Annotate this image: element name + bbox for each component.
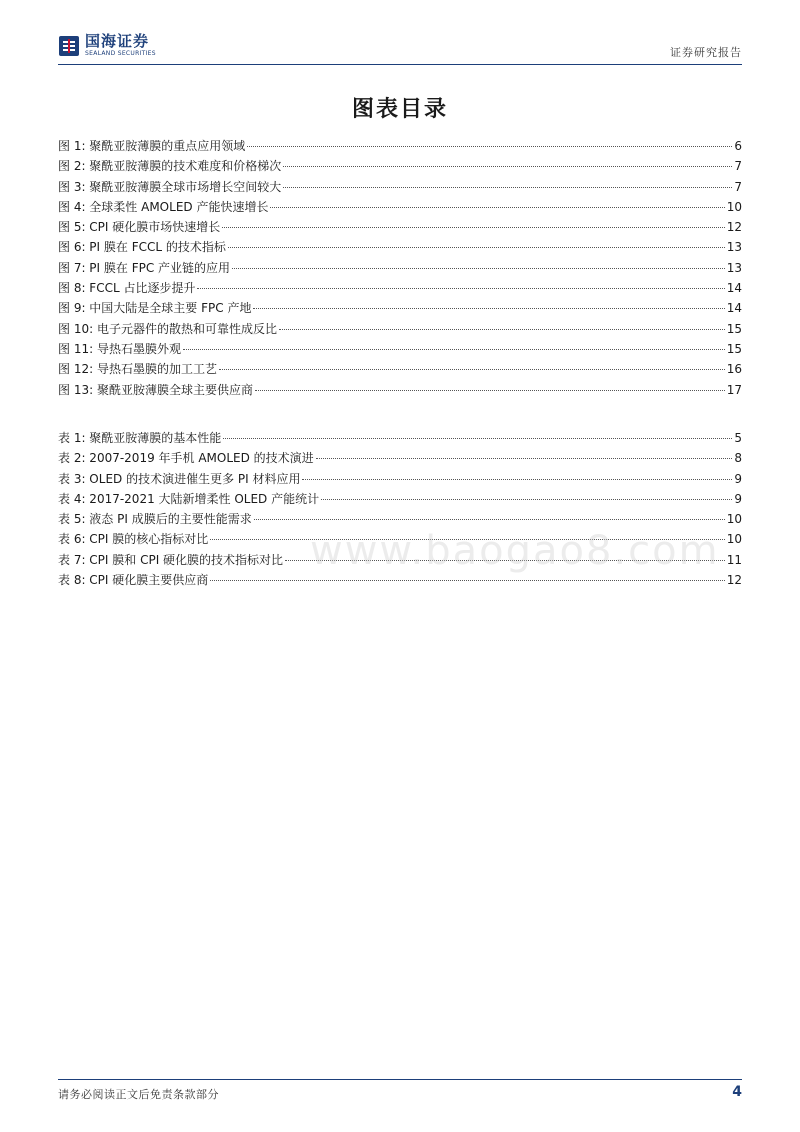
table-entry[interactable] bbox=[58, 428, 742, 448]
figure-entry[interactable] bbox=[58, 298, 742, 318]
toc-entry-page: 7 bbox=[734, 179, 742, 194]
figure-entry[interactable] bbox=[58, 237, 742, 257]
figure-entry[interactable] bbox=[58, 380, 742, 400]
company-logo bbox=[58, 34, 156, 57]
figure-entry[interactable] bbox=[58, 319, 742, 339]
figure-entry[interactable] bbox=[58, 136, 742, 156]
dot-leader bbox=[279, 329, 725, 330]
sealand-logo-icon bbox=[58, 35, 80, 57]
toc-entry-page: 10 bbox=[726, 532, 742, 547]
toc-entry-page: 10 bbox=[726, 512, 742, 527]
toc-entry-label: 表 2: 2007-2019 年手机 AMOLED 的技术演进 bbox=[58, 451, 314, 466]
toc-entry-page: 9 bbox=[734, 491, 742, 506]
dot-leader bbox=[283, 166, 732, 167]
toc-entry-page: 12 bbox=[726, 220, 742, 235]
toc-entry-label: 图 6: PI 膜在 FCCL 的技术指标 bbox=[58, 240, 226, 255]
dot-leader bbox=[219, 369, 725, 370]
toc-entry-page: 10 bbox=[726, 199, 742, 214]
table-entry[interactable] bbox=[58, 509, 742, 529]
toc-entry-page: 16 bbox=[726, 362, 742, 377]
dot-leader bbox=[254, 519, 725, 520]
dot-leader bbox=[253, 308, 724, 309]
figure-list bbox=[58, 136, 742, 400]
toc-entry-page: 17 bbox=[726, 382, 742, 397]
dot-leader bbox=[210, 580, 724, 581]
dot-leader bbox=[247, 146, 732, 147]
table-entry[interactable] bbox=[58, 550, 742, 570]
toc-entry-label: 图 3: 聚酰亚胺薄膜全球市场增长空间较大 bbox=[58, 179, 282, 194]
dot-leader bbox=[222, 227, 724, 228]
dot-leader bbox=[228, 247, 725, 248]
figure-entry[interactable] bbox=[58, 359, 742, 379]
toc-entry-label: 表 6: CPI 膜的核心指标对比 bbox=[58, 532, 209, 547]
figure-entry[interactable] bbox=[58, 177, 742, 197]
table-list bbox=[58, 428, 742, 590]
figure-entry[interactable] bbox=[58, 339, 742, 359]
footer-disclaimer: 请务必阅读正文后免责条款部分 bbox=[58, 1088, 219, 1101]
table-entry[interactable] bbox=[58, 570, 742, 590]
toc-entry-page: 15 bbox=[726, 341, 742, 356]
dot-leader bbox=[183, 349, 725, 350]
company-name-en: SEALAND SECURITIES bbox=[85, 50, 156, 57]
toc-entry-label: 表 1: 聚酰亚胺薄膜的基本性能 bbox=[58, 431, 222, 445]
table-entry[interactable] bbox=[58, 489, 742, 509]
page-header bbox=[58, 30, 742, 65]
toc-entry-label: 表 8: CPI 硬化膜主要供应商 bbox=[58, 573, 209, 588]
toc-entry-page: 13 bbox=[726, 260, 742, 275]
toc-entry-label: 图 12: 导热石墨膜的加工工艺 bbox=[58, 362, 217, 377]
report-type: 证券研究报告 bbox=[670, 46, 742, 59]
toc-entry-label: 表 7: CPI 膜和 CPI 硬化膜的技术指标对比 bbox=[58, 552, 284, 567]
figure-entry[interactable] bbox=[58, 197, 742, 217]
page-footer bbox=[58, 1079, 742, 1101]
toc-entry-label: 图 1: 聚酰亚胺薄膜的重点应用领域 bbox=[58, 139, 246, 153]
table-entry[interactable] bbox=[58, 448, 742, 468]
dot-leader bbox=[316, 458, 733, 459]
toc-entry-label: 图 7: PI 膜在 FPC 产业链的应用 bbox=[58, 260, 231, 275]
toc-entry-label: 表 5: 液态 PI 成膜后的主要性能需求 bbox=[58, 512, 252, 527]
toc-entry-page: 8 bbox=[734, 451, 742, 466]
figure-entry[interactable] bbox=[58, 156, 742, 176]
dot-leader bbox=[321, 499, 732, 500]
company-name-cn: 国海证券 bbox=[85, 32, 150, 50]
toc-entry-label: 图 13: 聚酰亚胺薄膜全球主要供应商 bbox=[58, 382, 253, 397]
toc-entry-page: 7 bbox=[734, 159, 742, 174]
toc-entry-label: 图 10: 电子元器件的散热和可靠性成反比 bbox=[58, 321, 277, 336]
toc-entry-page: 15 bbox=[726, 321, 742, 336]
toc-entry-page: 9 bbox=[734, 471, 742, 486]
table-entry[interactable] bbox=[58, 529, 742, 549]
toc-entry-label: 图 11: 导热石墨膜外观 bbox=[58, 341, 181, 356]
toc-entry-label: 图 4: 全球柔性 AMOLED 产能快速增长 bbox=[58, 199, 269, 214]
toc-entry-label: 图 2: 聚酰亚胺薄膜的技术难度和价格梯次 bbox=[58, 159, 282, 174]
toc-entry-label: 图 5: CPI 硬化膜市场快速增长 bbox=[58, 220, 221, 235]
page-title: 图表目录 bbox=[351, 96, 448, 122]
dot-leader bbox=[302, 479, 732, 480]
toc-entry-page: 13 bbox=[726, 240, 742, 255]
table-entry[interactable] bbox=[58, 469, 742, 489]
toc-entry-label: 表 3: OLED 的技术演进催生更多 PI 材料应用 bbox=[58, 471, 301, 486]
toc-entry-label: 表 4: 2017-2021 大陆新增柔性 OLED 产能统计 bbox=[58, 491, 320, 506]
toc-entry-page: 14 bbox=[726, 281, 742, 296]
dot-leader bbox=[255, 390, 725, 391]
page-number: 4 bbox=[732, 1084, 742, 1100]
figure-entry[interactable] bbox=[58, 278, 742, 298]
toc-entry-label: 图 9: 中国大陆是全球主要 FPC 产地 bbox=[58, 301, 252, 316]
watermark: www.baogao8.com bbox=[310, 528, 720, 574]
dot-leader bbox=[283, 187, 732, 188]
toc-entry-page: 14 bbox=[726, 301, 742, 316]
figure-entry[interactable] bbox=[58, 217, 742, 237]
figure-entry[interactable] bbox=[58, 258, 742, 278]
toc-entry-page: 11 bbox=[726, 552, 742, 567]
toc-entry-label: 图 8: FCCL 占比逐步提升 bbox=[58, 281, 196, 296]
toc-entry-page: 12 bbox=[726, 573, 742, 588]
dot-leader bbox=[210, 539, 724, 540]
dot-leader bbox=[270, 207, 724, 208]
dot-leader bbox=[232, 268, 725, 269]
toc-entry-page: 5 bbox=[734, 431, 742, 445]
dot-leader bbox=[197, 288, 724, 289]
dot-leader bbox=[285, 560, 725, 561]
dot-leader bbox=[223, 438, 732, 439]
toc-entry-page: 6 bbox=[734, 139, 742, 153]
